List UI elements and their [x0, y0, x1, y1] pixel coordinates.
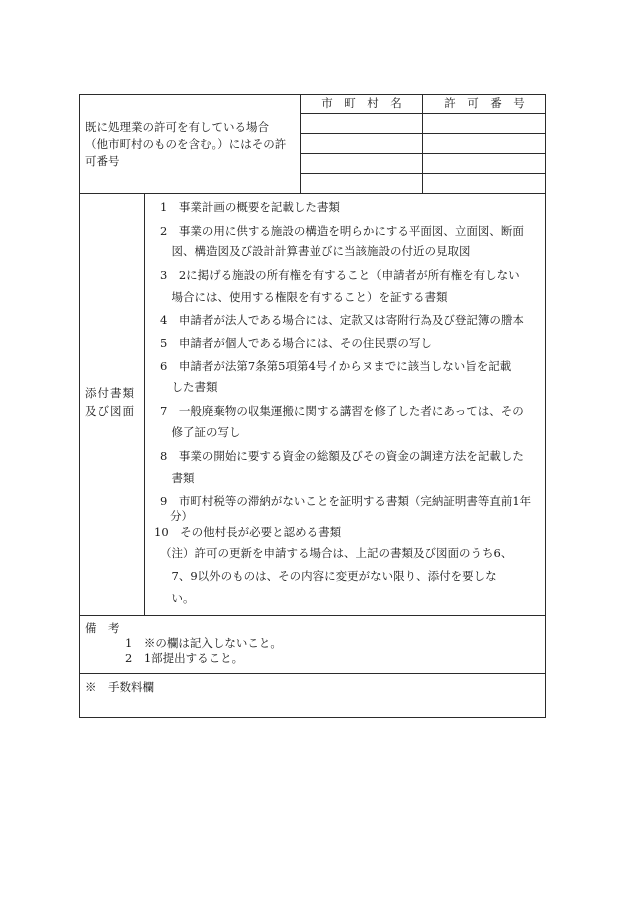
attachment-line-17: （注）許可の更新を申請する場合は、上記の書類及び図面のうち6、 — [160, 546, 513, 560]
remarks-item-2: 2 1部提出すること。 — [125, 651, 244, 665]
attachments-label-line-1: 添付書類 — [85, 386, 135, 400]
permit-cell-number-1[interactable] — [425, 115, 543, 131]
divider-remarks-bottom — [79, 673, 546, 674]
attachments-label-line-2: 及び図面 — [85, 404, 135, 418]
permit-label-line-2: （他市町村のものを含む。）にはその許 — [85, 137, 287, 151]
attachment-line-10: 7 一般廃棄物の収集運搬に関する講習を修了した者にあっては、その — [160, 404, 524, 418]
attachment-line-6: 4 申請者が法人である場合には、定款又は寄附行為及び登記簿の謄本 — [160, 313, 524, 327]
remarks-title: 備 考 — [85, 621, 120, 635]
permit-cell-municipality-4[interactable] — [303, 175, 419, 191]
attachment-line-7: 5 申請者が個人である場合には、その住民票の写し — [160, 336, 432, 350]
divider-permit-bottom — [79, 193, 546, 194]
attachment-line-19: い。 — [160, 591, 195, 605]
attachment-line-16: 10 その他村長が必要と認める書類 — [154, 525, 342, 539]
permit-cell-municipality-2[interactable] — [303, 135, 419, 151]
permit-cell-number-4[interactable] — [425, 175, 543, 191]
attachment-line-3: 図、構造図及び設計計算書並びに当該施設の付近の見取図 — [160, 244, 471, 258]
attachment-line-18: 7、9以外のものは、その内容に変更がない限り、添付を要しな — [160, 569, 497, 583]
divider-attachments-bottom — [79, 615, 546, 616]
attachment-line-8: 6 申請者が法第7条第5項第4号イからヌまでに該当しない旨を記載 — [160, 359, 512, 373]
attachment-line-9: した書類 — [160, 380, 218, 394]
application-form — [79, 94, 546, 718]
col-header-municipality: 市 町 村 名 — [321, 96, 402, 110]
attachments-col-divider — [144, 193, 145, 615]
col-header-permit-number: 許 可 番 号 — [444, 96, 525, 110]
permit-cell-municipality-1[interactable] — [303, 115, 419, 131]
permit-label-line-3: 可番号 — [85, 154, 120, 168]
permit-row-line-1 — [300, 113, 546, 114]
permit-row-line-4 — [300, 173, 546, 174]
attachment-line-15: 分） — [170, 509, 193, 523]
attachment-line-14: 9 市町村税等の滞納がないことを証明する書類（完納証明書等直前1年 — [160, 494, 532, 508]
permit-cell-number-3[interactable] — [425, 155, 543, 171]
attachment-line-1: 1 事業計画の概要を記載した書類 — [160, 200, 340, 214]
attachment-line-4: 3 2に掲げる施設の所有権を有すること（申請者が所有権を有しない — [160, 268, 520, 282]
remarks-item-1: 1 ※の欄は記入しないこと。 — [125, 636, 282, 650]
attachment-line-13: 書類 — [160, 471, 195, 485]
permit-label-line-1: 既に処理業の許可を有している場合 — [85, 120, 269, 134]
permit-row-line-3 — [300, 153, 546, 154]
attachment-line-5: 場合には、使用する権限を有すること）を証する書類 — [160, 290, 448, 304]
permit-cell-number-2[interactable] — [425, 135, 543, 151]
fee-label: ※ 手数料欄 — [85, 680, 154, 694]
attachment-line-12: 8 事業の開始に要する資金の総額及びその資金の調達方法を記載した — [160, 449, 524, 463]
attachment-line-2: 2 事業の用に供する施設の構造を明らかにする平面図、立面図、断面 — [160, 224, 524, 238]
permit-row-line-2 — [300, 133, 546, 134]
permit-cell-municipality-3[interactable] — [303, 155, 419, 171]
attachment-line-11: 修了証の写し — [160, 425, 241, 439]
